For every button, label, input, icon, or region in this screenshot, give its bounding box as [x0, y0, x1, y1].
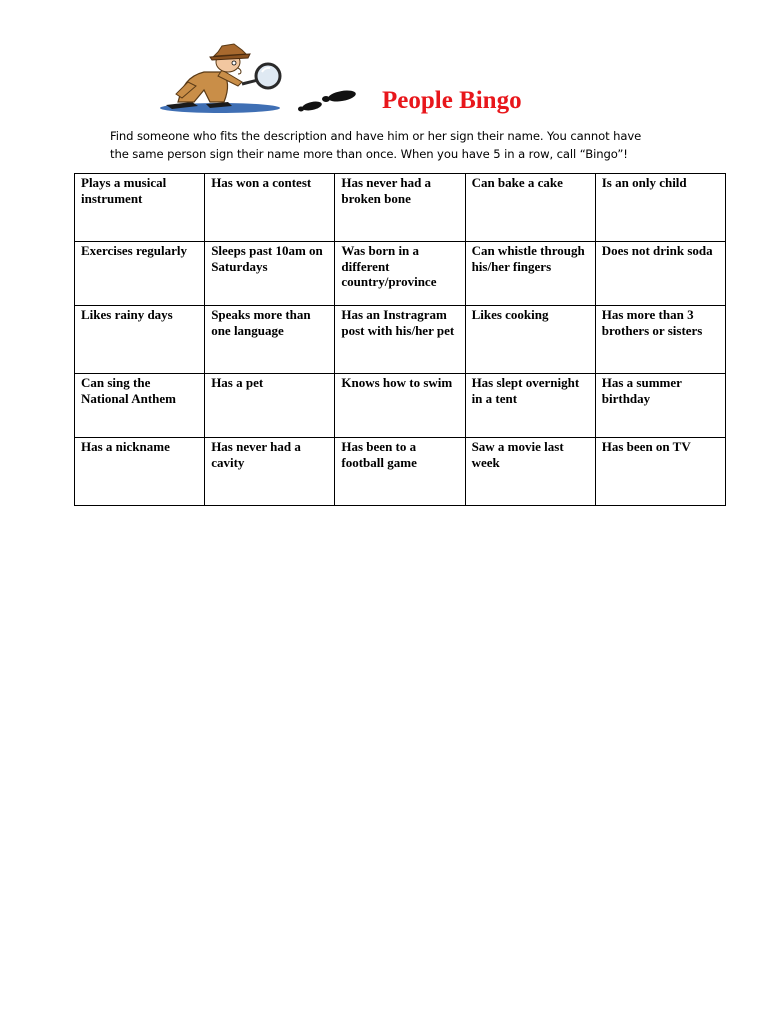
bingo-cell: Likes cooking — [465, 306, 595, 374]
bingo-cell: Can sing the National Anthem — [75, 374, 205, 438]
bingo-cell: Has never had a broken bone — [335, 174, 465, 242]
header — [0, 0, 768, 161]
bingo-cell: Has won a contest — [205, 174, 335, 242]
bingo-cell: Has an Instragram post with his/her pet — [335, 306, 465, 374]
bingo-cell: Likes rainy days — [75, 306, 205, 374]
bingo-row — [75, 306, 726, 374]
bingo-cell: Was born in a different country/province — [335, 242, 465, 306]
bingo-cell: Exercises regularly — [75, 242, 205, 306]
footprints-icon — [298, 88, 362, 114]
bingo-grid — [74, 173, 726, 506]
bingo-cell: Has never had a cavity — [205, 438, 335, 506]
bingo-cell: Speaks more than one language — [205, 306, 335, 374]
bingo-row — [75, 174, 726, 242]
instructions-line: Find someone who fits the description and have him or her sign their name. You cannot have — [110, 129, 642, 143]
bingo-cell: Is an only child — [595, 174, 725, 242]
bingo-cell: Plays a musical instrument — [75, 174, 205, 242]
bingo-cell: Does not drink soda — [595, 242, 725, 306]
detective-icon — [158, 42, 290, 114]
bingo-cell: Has a pet — [205, 374, 335, 438]
bingo-cell: Knows how to swim — [335, 374, 465, 438]
bingo-cell: Has slept overnight in a tent — [465, 374, 595, 438]
bingo-cell: Has been on TV — [595, 438, 725, 506]
bingo-cell: Has a nickname — [75, 438, 205, 506]
bingo-row — [75, 438, 726, 506]
bingo-cell: Can bake a cake — [465, 174, 595, 242]
bingo-cell: Has more than 3 brothers or sisters — [595, 306, 725, 374]
bingo-cell: Has been to a football game — [335, 438, 465, 506]
bingo-row — [75, 374, 726, 438]
bingo-cell: Has a summer birthday — [595, 374, 725, 438]
instructions — [110, 127, 710, 163]
bingo-cell: Saw a movie last week — [465, 438, 595, 506]
bingo-cell: Can whistle through his/her fingers — [465, 242, 595, 306]
page-title: People Bingo — [382, 87, 522, 114]
bingo-row — [75, 242, 726, 306]
bingo-cell: Sleeps past 10am on Saturdays — [205, 242, 335, 306]
instructions-line: the same person sign their name more than once. When you have 5 in a row, call “Bingo”! — [110, 147, 628, 161]
